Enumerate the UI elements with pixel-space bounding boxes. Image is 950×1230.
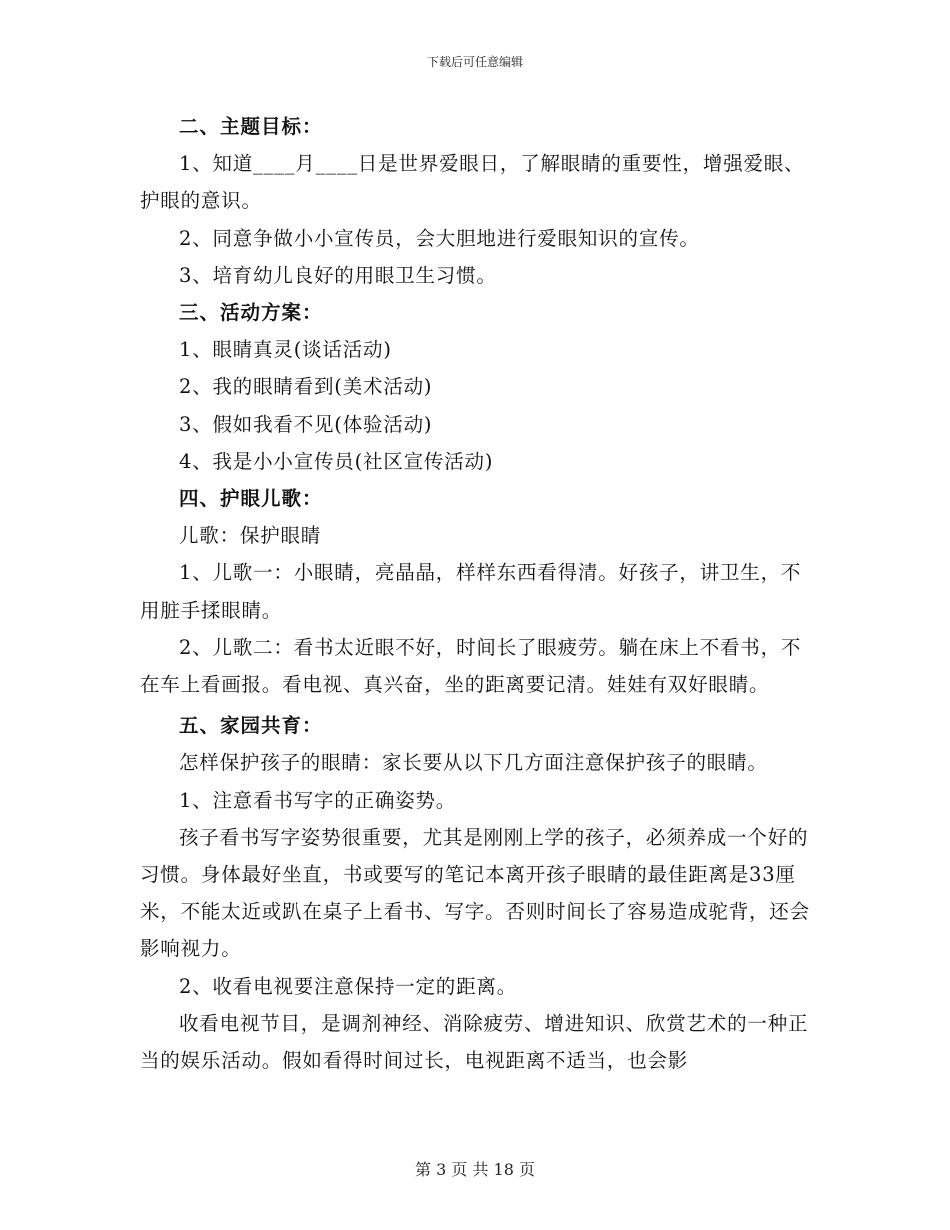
page-number-footer: 第 3 页 共 18 页 [415, 1160, 535, 1179]
paragraph: 4、我是小小宣传员(社区宣传活动) [179, 449, 494, 473]
section-heading-rhymes: 四、护眼儿歌： [179, 487, 323, 511]
paragraph: 2、我的眼睛看到(美术活动) [179, 375, 433, 399]
paragraph: 1、眼睛真灵(谈话活动) [179, 338, 392, 362]
paragraph: 2、收看电视要注意保持一定的距离。 [179, 974, 518, 998]
paragraph: 2、同意争做小小宣传员，会大胆地进行爱眼知识的宣传。 [179, 226, 700, 250]
paragraph: 怎样保护孩子的眼睛：家长要从以下几方面注意保护孩子的眼睛。 [179, 751, 768, 775]
paragraph: 收看电视节目，是调剂神经、消除疲劳、增进知识、欣赏艺术的一种正当的娱乐活动。假如看得时间过长，电视距离不适当，也会影 [140, 1011, 809, 1073]
paragraph: 1、知道____月____日是世界爱眼日，了解眼睛的重要性，增强爱眼、护眼的意识。 [140, 152, 805, 213]
paragraph: 3、培育幼儿良好的用眼卫生习惯。 [179, 263, 497, 287]
paragraph: 儿歌：保护眼睛 [179, 524, 322, 548]
paragraph: 2、儿歌二：看书太近眼不好，时间长了眼疲劳。躺在床上不看书，不在车上看画报。看电视、真兴奋，坐的距离要记清。娃娃有双好眼睛。 [140, 635, 802, 697]
document-body [140, 108, 820, 1079]
page-header-note: 下载后可任意编辑 [426, 55, 523, 69]
section-heading-plan: 三、活动方案： [179, 301, 323, 325]
section-heading-home-school: 五、家园共育： [179, 714, 323, 738]
paragraph: 1、儿歌一：小眼睛，亮晶晶，样样东西看得清。好孩子，讲卫生，不用脏手揉眼睛。 [140, 561, 802, 622]
paragraph: 3、假如我看不见(体验活动) [179, 412, 433, 436]
paragraph: 孩子看书写字姿势很重要，尤其是刚刚上学的孩子，必须养成一个好的习惯。身体最好坐直，书或要写的笔记本离开孩子眼睛的最佳距离是33厘米，不能太近或趴在桌子上看书、写字。否则时间长了容易造成驼背，还会影响视力。 [140, 825, 810, 961]
paragraph: 1、注意看书写字的正确姿势。 [179, 788, 457, 812]
section-heading-goals: 二、主题目标： [179, 115, 323, 138]
